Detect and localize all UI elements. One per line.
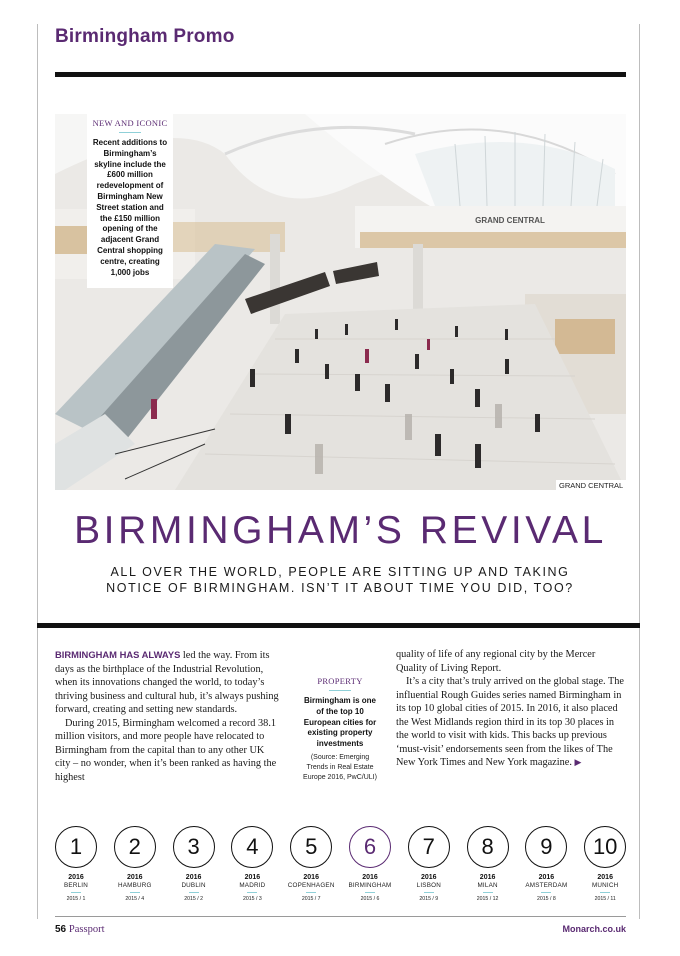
ranking-year: 2016 (597, 874, 613, 881)
magazine-name: Passport (68, 924, 105, 935)
sidebar-divider (329, 690, 351, 691)
ranking-divider (306, 892, 316, 893)
sidebar-source: (Source: Emerging Trends in Real Estate Europe 2016, PwC/ULI) (303, 753, 377, 781)
left-margin-rule (37, 24, 38, 919)
paragraph-4-text: It’s a city that’s truly arrived on the global stage. The influential Rough Guides series named Birmingham in its top 10 global cities of 2015. In 2016, it also placed the West Midlands region third in its top 30 places in the world to visit with kids. This backs up previous ‘must-visit’ endorsements seen from the likes of The New York Times and New York magazine. (396, 676, 624, 768)
ranking-divider (365, 892, 375, 893)
ranking-previous: 2015 / 1 (66, 896, 86, 902)
middle-rule (37, 623, 640, 628)
ranking-previous: 2015 / 6 (360, 896, 380, 902)
ranking-item (227, 826, 277, 902)
ranking-previous: 2015 / 4 (125, 896, 145, 902)
body-paragraph-1 (55, 648, 280, 717)
ranking-divider (130, 892, 140, 893)
ranking-city: DUBLIN (181, 882, 206, 889)
body-column-left (55, 648, 280, 784)
ranking-year: 2016 (303, 874, 319, 881)
body-column-right (396, 648, 628, 770)
caption-body: Recent additions to Birmingham’s skyline include the £600 million redevelopment of Birmingham New Street station and the £150 million opening of the adjacent Grand Central shopping centre, creating 1,000 jobs (92, 138, 168, 277)
ranking-divider (189, 892, 199, 893)
ranking-number: 9 (525, 826, 567, 868)
paragraph-1-text: led the way. From its days as the birthplace of the Industrial Revolution, when its innovations changed the world, to today’s thriving business and cultural hub, it’s always pushing forward, creating and setting new standards. (55, 650, 279, 715)
ranking-number: 1 (55, 826, 97, 868)
ranking-divider (247, 892, 257, 893)
ranking-year: 2016 (479, 874, 496, 881)
ranking-number: 10 (584, 826, 626, 868)
lead-in: BIRMINGHAM HAS ALWAYS (55, 649, 181, 660)
ranking-previous: 2015 / 12 (476, 896, 499, 902)
ranking-previous: 2015 / 8 (537, 896, 556, 902)
footer-rule (55, 916, 626, 917)
ranking-item (169, 826, 219, 902)
ranking-year: 2016 (185, 874, 202, 881)
ranking-year: 2016 (244, 874, 261, 881)
ranking-year: 2016 (362, 874, 378, 881)
ranking-previous: 2015 / 7 (301, 896, 321, 902)
article-headline: BIRMINGHAM’S REVIVAL (74, 509, 607, 552)
sidebar-body: Birmingham is one of the top 10 European cities for existing property investments (303, 696, 377, 749)
photo-location-label: GRAND CENTRAL (556, 480, 626, 491)
grand-central-sign: GRAND CENTRAL (475, 216, 545, 225)
body-paragraph-3: quality of life of any regional city by the Mercer Quality of Living Report. (396, 649, 596, 674)
ranking-city: BERLIN (64, 882, 88, 889)
ranking-city: LISBON (416, 882, 441, 889)
ranking-item (110, 826, 160, 902)
ranking-item (404, 826, 454, 902)
ranking-divider (541, 892, 551, 893)
ranking-year: 2016 (421, 874, 437, 881)
ranking-previous: 2015 / 2 (184, 896, 203, 902)
top-rule (55, 72, 626, 77)
ranking-number: 7 (408, 826, 450, 868)
body-paragraph-4 (396, 675, 628, 770)
ranking-year: 2016 (127, 874, 143, 881)
ranking-city: MUNICH (591, 882, 619, 889)
ranking-previous: 2015 / 9 (419, 896, 439, 902)
footer-site-link[interactable]: Monarch.co.uk (562, 924, 626, 934)
ranking-item (521, 826, 571, 902)
ranking-city: BIRMINGHAM (348, 882, 392, 889)
ranking-number: 5 (290, 826, 332, 868)
ranking-city: AMSTERDAM (525, 882, 568, 889)
footer-page-info (55, 924, 105, 935)
ranking-number: 4 (231, 826, 273, 868)
page-number: 56 (55, 924, 67, 935)
ranking-city: MADRID (239, 882, 266, 889)
ranking-number: 2 (114, 826, 156, 868)
section-title: Birmingham Promo (55, 26, 235, 47)
ranking-divider (424, 892, 434, 893)
body-paragraph-2: During 2015, Birmingham welcomed a record 38.1 million visitors, and more people have relocated to Birmingham from the capital than to any other UK city – no wonder, when it’s been ranked as having the highest (55, 717, 277, 783)
ranking-number: 6 (349, 826, 391, 868)
property-sidebar (300, 676, 380, 783)
photo-caption (87, 114, 173, 288)
ranking-number: 3 (173, 826, 215, 868)
ranking-item (51, 826, 101, 902)
ranking-item (463, 826, 513, 902)
ranking-number: 8 (467, 826, 509, 868)
ranking-item (345, 826, 395, 902)
ranking-previous: 2015 / 11 (594, 896, 616, 902)
ranking-year: 2016 (538, 874, 555, 881)
ranking-year: 2016 (68, 874, 84, 881)
caption-kicker: NEW AND ICONIC (92, 118, 168, 128)
ranking-city: HAMBURG (118, 882, 152, 889)
right-margin-rule (639, 24, 640, 919)
ranking-divider (71, 892, 81, 893)
ranking-item (286, 826, 336, 902)
ranking-city: COPENHAGEN (287, 882, 335, 889)
end-mark-icon: ▶ (574, 757, 582, 767)
ranking-previous: 2015 / 3 (243, 896, 262, 902)
sidebar-kicker: PROPERTY (317, 676, 363, 686)
ranking-divider (600, 892, 610, 893)
ranking-divider (483, 892, 493, 893)
article-subhead: ALL OVER THE WORLD, PEOPLE ARE SITTING UP AND TAKING NOTICE OF BIRMINGHAM. ISN’T IT ABOUT TIME YOU DID, TOO? (106, 565, 574, 595)
ranking-item (580, 826, 630, 902)
ranking-city: MILAN (477, 882, 498, 889)
caption-divider (119, 132, 141, 133)
